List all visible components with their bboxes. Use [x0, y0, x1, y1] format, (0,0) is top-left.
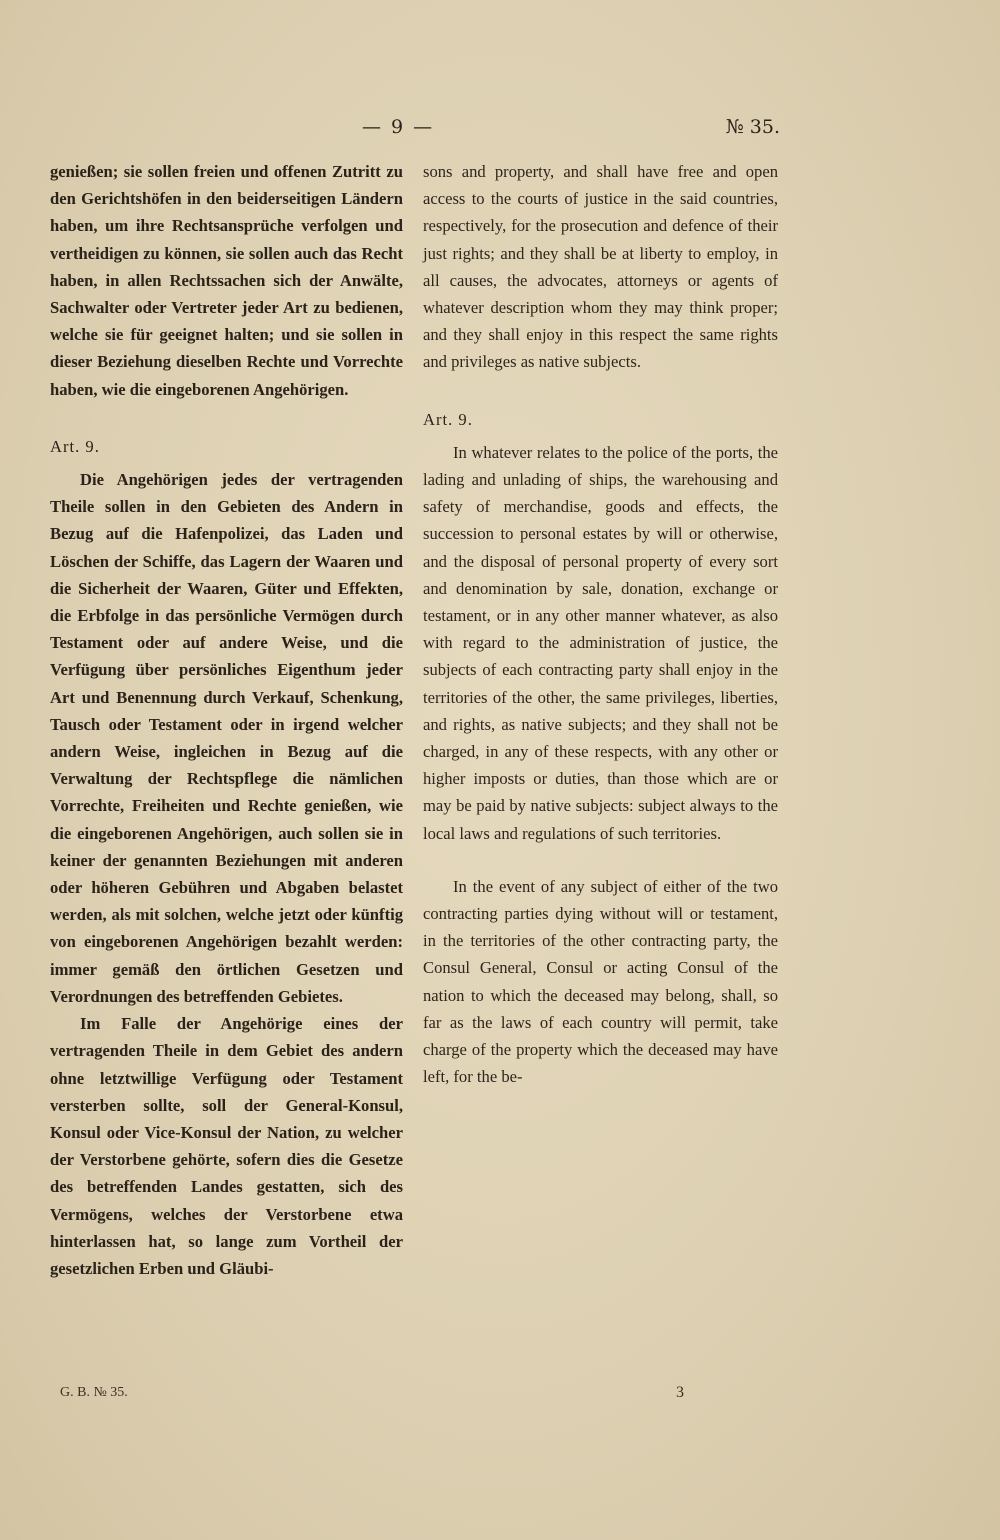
english-article-heading: Art. 9.	[423, 409, 473, 429]
english-column	[423, 158, 778, 1091]
english-paragraph-2: In whatever relates to the police of the ports, the lading and unlading of ships, the warehousing and safety of merchandise, goods and effects, the succession to personal estates by will or otherwise, and the disposal of personal property of every sort and denomination by sale, donation, exchange or testament, or in any other manner whatever, as also with regard to the administration of justice, the subjects of each contracting party shall enjoy in the territories of the other, the same privileges, liberties, and rights, as native subjects; and they shall not be charged, in any of these respects, with any other or higher imposts or duties, than those which are or may be paid by native subjects: subject always to the local laws and regulations of such territories.	[423, 442, 778, 843]
spacer	[423, 376, 778, 406]
signature-mark: G. B. № 35.	[60, 1385, 128, 1400]
spacer	[50, 403, 403, 433]
german-paragraph-3: Im Falle der Angehörige eines der vertragenden Theile in dem Gebiet des andern ohne letztwillige Verfügung oder Testament versterben sollte, soll der General-Konsul, Konsul oder Vice-Konsul der Nation, zu welcher der Verstorbene gehörte, sofern dies die Gesetze des betreffenden Landes gestatten, sich des Vermögens, welches der Verstorbene etwa hinterlassen hat, so lange zum Vortheil der gesetzlichen Erben und Gläubi-	[50, 1014, 403, 1278]
spacer	[423, 847, 778, 873]
german-paragraph-1: genießen; sie sollen freien und offenen Zutritt zu den Gerichtshöfen in den beiderseitigen Ländern haben, um ihre Rechtsansprüche verfolgen und vertheidigen zu können, sie sollen auch das Recht haben, in allen Rechtssachen sich der Anwälte, Sachwalter oder Vertreter jeder Art zu bedienen, welche sie für geeignet halten; und sie sollen in dieser Beziehung dieselben Rechte und Vorrechte haben, wie die eingeborenen Angehörigen.	[50, 162, 403, 399]
german-column	[50, 158, 403, 1282]
page-number: — 9 —	[362, 116, 435, 138]
sheet-number: 3	[676, 1384, 684, 1401]
german-article-heading: Art. 9.	[50, 436, 100, 456]
page-header	[0, 116, 1000, 146]
english-paragraph-1: sons and property, and shall have free and open access to the courts of justice in the said countries, respectively, for the prosecution and defence of their just rights; and they shall be at liberty to employ, in all causes, the advocates, attorneys or agents of whatever description whom they may think proper; and they shall enjoy in this respect the same rights and privileges as native subjects.	[423, 162, 778, 372]
english-paragraph-3: In the event of any subject of either of the two contracting parties dying without will or testament, in the territories of the other contracting party, the Consul General, Consul or acting Consul of the nation to which the deceased may belong, shall, so far as the laws of each country will permit, take charge of the property which the deceased may have left, for the be-	[423, 876, 778, 1087]
document-number: № 35.	[725, 116, 780, 138]
german-paragraph-2: Die Angehörigen jedes der vertragenden Theile sollen in den Gebieten des Andern in Bezug auf die Hafenpolizei, das Laden und Löschen der Schiffe, das Lagern der Waaren und die Sicherheit der Waaren, Güter und Effekten, die Erbfolge in das persönliche Vermögen durch Testament oder auf andere Weise, und die Verfügung über persönliches Eigenthum jeder Art und Benennung durch Verkauf, Schenkung, Tausch oder Testament oder in irgend welcher andern Weise, ingleichen in Bezug auf die Verwaltung der Rechtspflege die nämlichen Vorrechte, Freiheiten und Rechte genießen, wie die eingeborenen Angehörigen, auch sollen sie in keiner der genannten Beziehungen mit anderen oder höheren Gebühren und Abgaben belastet werden, als mit solchen, welche jetzt oder künftig von eingeborenen Angehörigen bezahlt werden: immer gemäß den örtlichen Gesetzen und Verordnungen des betreffenden Gebietes.	[50, 470, 403, 1006]
